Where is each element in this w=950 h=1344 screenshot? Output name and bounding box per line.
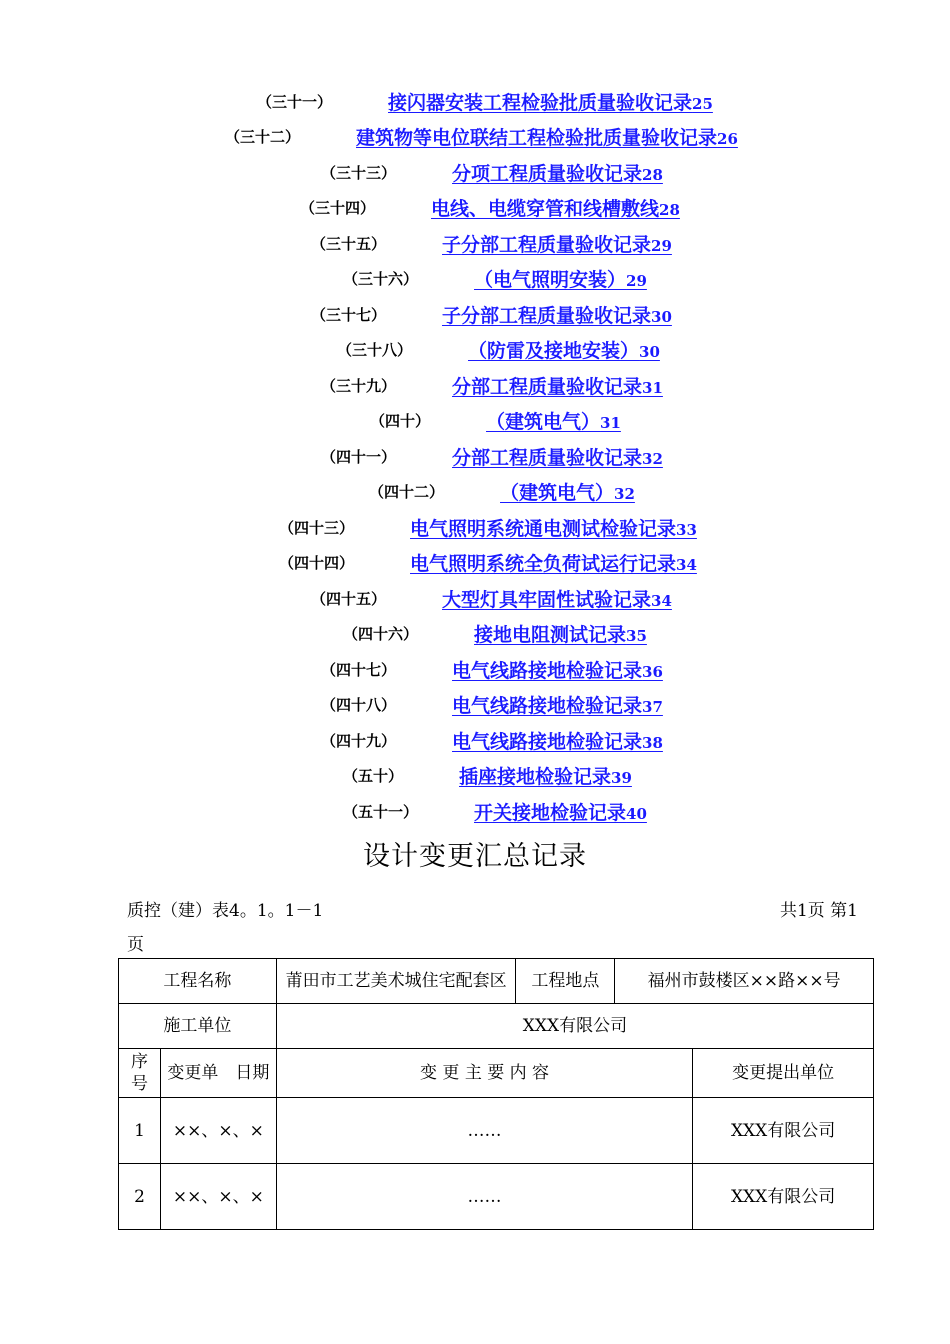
toc-entry[interactable] [343,263,647,293]
header-proposer: 变更提出单位 [693,1049,874,1098]
toc-entry-number: （四十二） [369,482,445,501]
toc-entry-title: 分部工程质量验收记录 [452,446,643,469]
toc-entry[interactable] [321,157,663,187]
toc-entry[interactable] [343,618,647,648]
table-header-row [119,1049,874,1098]
project-info-row [119,959,874,1004]
toc-entry-page: 34 [676,555,697,574]
toc-entry-link[interactable] [459,762,632,789]
toc-entry-title: 电气照明系统全负荷试运行记录 [410,552,677,575]
table-row [119,1164,874,1230]
header-date: 变更单 日期 [160,1049,276,1098]
toc-entry[interactable] [257,86,713,116]
toc-entry-link[interactable] [468,336,660,363]
toc-entry-title: （建筑电气） [500,481,615,504]
toc-entry[interactable] [300,192,680,222]
toc-entry-link[interactable] [452,656,663,683]
toc-entry-number: （五十一） [343,802,419,821]
project-location-value: 福州市鼓楼区××路××号 [615,959,874,1004]
project-location-label: 工程地点 [516,959,615,1004]
toc-entry-number: （三十七） [311,305,387,324]
toc-entry-number: （四十） [370,411,431,430]
row-proposer: XXX有限公司 [693,1164,874,1230]
document-title: 设计变更汇总记录 [363,841,587,872]
toc-entry-page: 29 [651,236,672,255]
form-code: 质控（建）表4。1。1－1 [127,901,324,921]
toc-entry[interactable] [343,760,632,790]
toc-entry-link[interactable] [500,478,635,505]
toc-entry-title: 建筑物等电位联结工程检验批质量验收记录 [356,126,718,149]
toc-entry-title: （防雷及接地安装） [468,339,640,362]
toc-entry[interactable] [343,796,647,826]
toc-entry-page: 31 [642,378,663,397]
toc-entry[interactable] [279,547,697,577]
contractor-label: 施工单位 [119,1004,277,1049]
row-date: ××、×、× [160,1164,276,1230]
toc-entry[interactable] [369,476,635,506]
toc-entry-number: （四十八） [321,695,397,714]
toc-entry[interactable] [225,121,738,151]
toc-entry-title: 分部工程质量验收记录 [452,375,643,398]
toc-entry-title: （建筑电气） [486,410,601,433]
toc-entry-title: （电气照明安装） [474,268,627,291]
toc-entry-number: （三十三） [321,163,397,182]
toc-entry-page: 32 [614,484,635,503]
toc-entry[interactable] [311,299,672,329]
toc-entry-title: 电气线路接地检验记录 [452,694,643,717]
toc-entry-number: （五十） [343,766,404,785]
toc-entry-number: （四十九） [321,731,397,750]
toc-entry-link[interactable] [474,620,647,647]
toc-entry-link[interactable] [452,159,663,186]
toc-entry-link[interactable] [452,443,663,470]
toc-entry-number: （三十八） [337,340,413,359]
toc-entry-title: 电气线路接地检验记录 [452,659,643,682]
toc-entry-page: 30 [639,342,660,361]
header-seq: 序号 [119,1049,161,1098]
toc-entry-page: 35 [626,626,647,645]
toc-entry-number: （四十三） [279,518,355,537]
toc-entry[interactable] [311,583,672,613]
toc-entry-number: （四十四） [279,553,355,572]
toc-entry-link[interactable] [431,194,680,221]
toc-entry[interactable] [321,654,663,684]
toc-entry-link[interactable] [356,123,738,150]
toc-entry-number: （四十五） [311,589,387,608]
project-name-value: 莆田市工艺美术城住宅配套区 [276,959,516,1004]
toc-entry-link[interactable] [452,727,663,754]
toc-entry-title: 接闪器安装工程检验批质量验收记录 [388,91,693,114]
toc-entry-link[interactable] [410,549,697,576]
design-change-summary-table [118,958,874,1230]
row-date: ××、×、× [160,1098,276,1164]
toc-entry-title: 插座接地检验记录 [459,765,612,788]
toc-entry[interactable] [279,512,697,542]
toc-entry-number: （四十六） [343,624,419,643]
toc-entry-page: 40 [626,804,647,823]
toc-entry-page: 31 [600,413,621,432]
toc-entry-number: （三十五） [311,234,387,253]
toc-entry[interactable] [321,725,663,755]
toc-entry-page: 25 [692,94,713,113]
toc-entry[interactable] [321,441,663,471]
toc-entry-title: 电气照明系统通电测试检验记录 [410,517,677,540]
toc-entry-title: 分项工程质量验收记录 [452,162,643,185]
toc-entry-number: （三十二） [225,127,301,146]
toc-entry-link[interactable] [442,585,672,612]
toc-entry-page: 30 [651,307,672,326]
header-content: 变 更 主 要 内 容 [276,1049,692,1098]
row-content: …… [276,1164,692,1230]
toc-entry-number: （四十一） [321,447,397,466]
toc-entry-number: （三十一） [257,92,333,111]
toc-entry-page: 33 [676,520,697,539]
row-content: …… [276,1098,692,1164]
toc-entry[interactable] [337,334,660,364]
page-info: 共1页 第1 [779,901,858,921]
contractor-value: XXX有限公司 [276,1004,873,1049]
toc-entry-link[interactable] [452,372,663,399]
toc-entry-number: （三十四） [300,198,376,217]
toc-entry-page: 32 [642,449,663,468]
toc-entry-page: 37 [642,697,663,716]
project-name-label: 工程名称 [119,959,277,1004]
toc-entry-number: （三十六） [343,269,419,288]
toc-entry-link[interactable] [474,265,647,292]
toc-entry-page: 26 [717,129,738,148]
toc-entry-link[interactable] [486,407,621,434]
toc-entry-link[interactable] [388,88,713,115]
toc-entry-number: （四十七） [321,660,397,679]
toc-entry-title: 子分部工程质量验收记录 [442,233,652,256]
toc-entry-number: （三十九） [321,376,397,395]
toc-entry-page: 28 [642,165,663,184]
row-seq: 2 [119,1164,161,1230]
toc-entry-title: 开关接地检验记录 [474,801,627,824]
toc-entry[interactable] [370,405,621,435]
toc-entry-title: 接地电阻测试记录 [474,623,627,646]
toc-entry-title: 电气线路接地检验记录 [452,730,643,753]
toc-entry-link[interactable] [474,798,647,825]
toc-entry-link[interactable] [442,230,672,257]
toc-entry-page: 36 [642,662,663,681]
toc-entry-title: 子分部工程质量验收记录 [442,304,652,327]
toc-entry-page: 28 [659,200,680,219]
toc-entry-page: 34 [651,591,672,610]
toc-entry[interactable] [321,370,663,400]
row-proposer: XXX有限公司 [693,1098,874,1164]
contractor-row [119,1004,874,1049]
toc-entry-title: 电线、电缆穿管和线槽敷线 [431,197,660,220]
toc-entry[interactable] [311,228,672,258]
table-row [119,1098,874,1164]
toc-entry-link[interactable] [410,514,697,541]
toc-entry-link[interactable] [452,691,663,718]
row-seq: 1 [119,1098,161,1164]
toc-entry-page: 38 [642,733,663,752]
toc-entry-page: 29 [626,271,647,290]
toc-entry-title: 大型灯具牢固性试验记录 [442,588,652,611]
toc-entry[interactable] [321,689,663,719]
page-info-continued: 页 [127,935,144,955]
toc-entry-page: 39 [611,768,632,787]
toc-entry-link[interactable] [442,301,672,328]
